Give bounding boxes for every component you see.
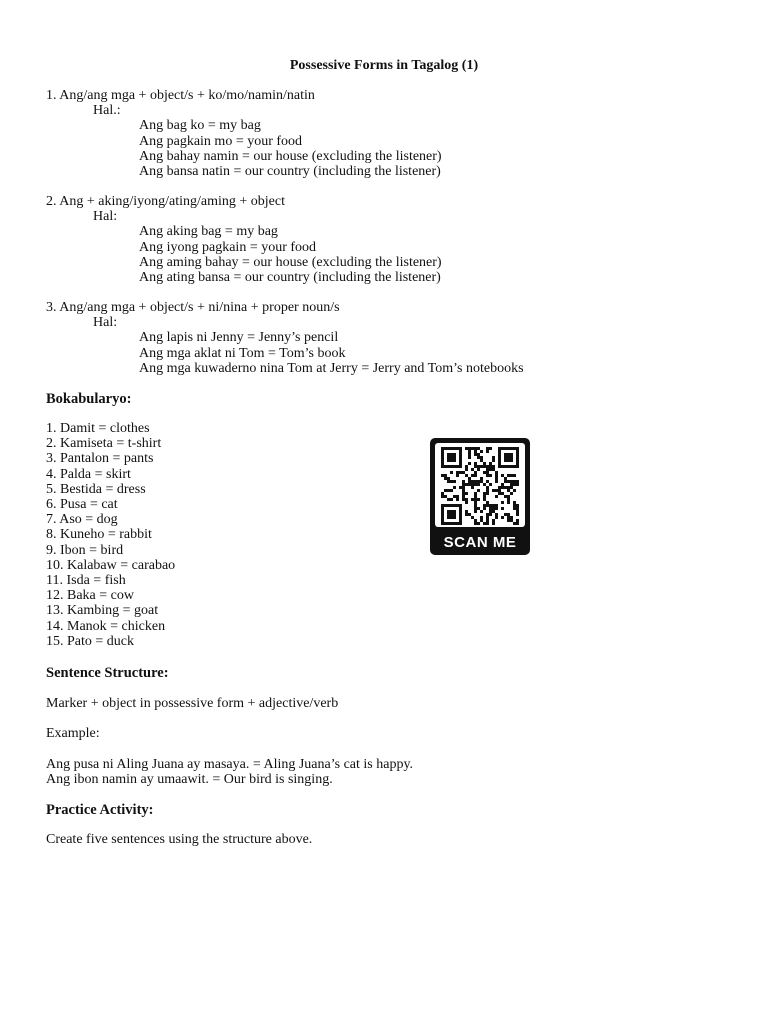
structure-example: Ang ibon namin ay umaawit. = Our bird is singing. [46, 772, 333, 788]
example-2-2: Ang iyong pagkain = your food [139, 239, 317, 255]
structure-example: Ang pusa ni Aling Juana ay masaya. = Aling Juana’s cat is happy. [46, 757, 414, 772]
vocab-item: 9. Ibon = bird [46, 542, 124, 558]
vocab-item: 15. Pato = duck [46, 633, 134, 649]
vocab-heading: Bokabularyo: [46, 391, 132, 407]
rule-1: 1. Ang/ang mga + object/s + ko/mo/namin/natin [46, 88, 315, 103]
practice-section [46, 802, 726, 819]
vocab-item: 6. Pusa = cat [46, 497, 118, 513]
section-3 [46, 300, 726, 376]
structure-section [46, 665, 726, 682]
example-1-2: Ang pagkain mo = your food [139, 133, 303, 149]
vocab-item: 1. Damit = clothes [46, 421, 150, 436]
example-label: Example: [46, 726, 100, 741]
vocab-item: 8. Kuneho = rabbit [46, 527, 152, 543]
vocab-item: 7. Aso = dog [46, 512, 118, 528]
section-2 [46, 194, 726, 285]
practice-instruction: Create five sentences using the structure above. [46, 832, 313, 847]
structure-formula: Marker + object in possessive form + adjective/verb [46, 696, 339, 711]
rule-3: 3. Ang/ang mga + object/s + ni/nina + proper noun/s [46, 300, 340, 315]
example-label-block [46, 726, 726, 741]
section-1 [46, 88, 726, 179]
page-title: Possessive Forms in Tagalog (1) [289, 58, 479, 73]
example-3-2: Ang mga aklat ni Tom = Tom’s book [139, 345, 346, 361]
example-1-1: Ang bag ko = my bag [139, 118, 261, 134]
vocab-item: 13. Kambing = goat [46, 603, 159, 619]
example-2-4: Ang ating bansa = our country (including the listener) [139, 270, 441, 286]
example-1-4: Ang bansa natin = our country (including the listener) [139, 164, 441, 180]
vocab-item: 10. Kalabaw = carabao [46, 557, 176, 573]
example-1-3: Ang bahay namin = our house (excluding the listener) [139, 148, 442, 164]
hal-label-2: Hal: [93, 209, 118, 225]
vocab-item: 14. Manok = chicken [46, 618, 166, 634]
structure-examples [46, 757, 726, 787]
qr-code-icon [435, 443, 525, 527]
qr-code-pattern [435, 443, 525, 527]
scan-me-label: SCAN ME [443, 534, 517, 551]
vocab-list [46, 421, 726, 649]
vocab-item: 12. Baka = cow [46, 588, 134, 604]
example-3-1: Ang lapis ni Jenny = Jenny’s pencil [139, 330, 339, 346]
hal-label-1: Hal.: [93, 103, 121, 119]
qr-code[interactable] [430, 438, 530, 555]
vocab-item: 5. Bestida = dress [46, 481, 146, 497]
practice-instruction-block [46, 832, 726, 847]
example-2-1: Ang aking bag = my bag [139, 224, 278, 240]
example-2-3: Ang aming bahay = our house (excluding the listener) [139, 254, 442, 270]
vocab-item: 3. Pantalon = pants [46, 451, 154, 467]
vocab-item: 4. Palda = skirt [46, 466, 131, 482]
vocab-section [46, 391, 726, 408]
vocab-item: 2. Kamiseta = t-shirt [46, 436, 162, 452]
rule-2: 2. Ang + aking/iyong/ating/aming + object [46, 194, 285, 209]
example-3-3: Ang mga kuwaderno nina Tom at Jerry = Jerry and Tom’s notebooks [139, 360, 524, 376]
vocab-item: 11. Isda = fish [46, 573, 126, 589]
structure-heading: Sentence Structure: [46, 665, 169, 681]
hal-label-3: Hal: [93, 315, 118, 331]
structure-formula-block [46, 696, 726, 711]
practice-heading: Practice Activity: [46, 802, 154, 818]
